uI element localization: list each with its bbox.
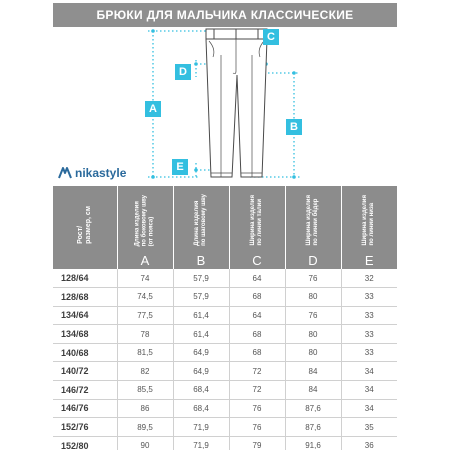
- label-b: B: [286, 119, 302, 135]
- pants-drawing: [0, 27, 450, 185]
- letter-cell-empty: [53, 252, 117, 269]
- table-header-row: [53, 186, 397, 252]
- value-cell: 64,9: [173, 362, 229, 381]
- value-cell: 81,5: [117, 343, 173, 362]
- value-cell: 64,9: [173, 343, 229, 362]
- table-row: [53, 381, 397, 400]
- row-header-label: Рост/ размер, см: [76, 206, 92, 244]
- value-cell: 74,5: [117, 288, 173, 307]
- value-cell: 64: [229, 269, 285, 288]
- value-cell: 57,9: [173, 269, 229, 288]
- value-cell: 34: [341, 381, 397, 400]
- value-cell: 77,5: [117, 306, 173, 325]
- table-letter-row: [53, 252, 397, 269]
- value-cell: 33: [341, 325, 397, 344]
- value-cell: 72: [229, 362, 285, 381]
- value-cell: 61,4: [173, 325, 229, 344]
- value-cell: 71,9: [173, 436, 229, 450]
- brand-name: nikastyle: [75, 166, 127, 180]
- value-cell: 68: [229, 325, 285, 344]
- letter-cell-a: A: [117, 252, 173, 269]
- label-a: A: [145, 101, 161, 117]
- label-e: E: [172, 159, 188, 175]
- value-cell: 76: [285, 306, 341, 325]
- value-cell: 35: [341, 418, 397, 437]
- size-cell: 152/80: [53, 436, 117, 450]
- column-header-d: Ширина изделия по линии бёдер: [285, 186, 341, 252]
- value-cell: 84: [285, 362, 341, 381]
- column-header-a: Длина изделия по боковому шву (от пояса): [117, 186, 173, 252]
- value-cell: 78: [117, 325, 173, 344]
- table-row: [53, 306, 397, 325]
- column-header-e: Ширина изделия по линии низа: [341, 186, 397, 252]
- table-row: [53, 399, 397, 418]
- size-table: [53, 186, 397, 450]
- table-row: [53, 288, 397, 307]
- table-row: [53, 362, 397, 381]
- table-row: [53, 325, 397, 344]
- value-cell: 85,5: [117, 381, 173, 400]
- value-cell: 34: [341, 362, 397, 381]
- value-cell: 57,9: [173, 288, 229, 307]
- label-c: C: [263, 29, 279, 45]
- pants-diagram: [0, 27, 450, 185]
- size-cell: 140/72: [53, 362, 117, 381]
- value-cell: 82: [117, 362, 173, 381]
- column-header-c: Ширина изделия по линии талии: [229, 186, 285, 252]
- size-cell: 146/76: [53, 399, 117, 418]
- value-cell: 34: [341, 399, 397, 418]
- value-cell: 90: [117, 436, 173, 450]
- value-cell: 91,6: [285, 436, 341, 450]
- label-d: D: [175, 64, 191, 80]
- size-cell: 152/76: [53, 418, 117, 437]
- value-cell: 76: [229, 418, 285, 437]
- size-cell: 134/64: [53, 306, 117, 325]
- value-cell: 68,4: [173, 381, 229, 400]
- value-cell: 36: [341, 436, 397, 450]
- value-cell: 71,9: [173, 418, 229, 437]
- value-cell: 87,6: [285, 418, 341, 437]
- value-cell: 33: [341, 343, 397, 362]
- value-cell: 61,4: [173, 306, 229, 325]
- letter-cell-b: B: [173, 252, 229, 269]
- brand-icon: [58, 167, 72, 179]
- size-cell: 140/68: [53, 343, 117, 362]
- value-cell: 86: [117, 399, 173, 418]
- page-title: БРЮКИ ДЛЯ МАЛЬЧИКА КЛАССИЧЕСКИЕ: [53, 3, 397, 27]
- row-header-cell: [53, 186, 117, 252]
- value-cell: 84: [285, 381, 341, 400]
- size-cell: 128/64: [53, 269, 117, 288]
- letter-cell-e: E: [341, 252, 397, 269]
- value-cell: 76: [229, 399, 285, 418]
- size-cell: 146/72: [53, 381, 117, 400]
- value-cell: 68: [229, 343, 285, 362]
- brand-logo: [58, 166, 126, 180]
- value-cell: 33: [341, 288, 397, 307]
- size-cell: 128/68: [53, 288, 117, 307]
- value-cell: 32: [341, 269, 397, 288]
- value-cell: 68: [229, 288, 285, 307]
- value-cell: 79: [229, 436, 285, 450]
- value-cell: 87,6: [285, 399, 341, 418]
- table-row: [53, 343, 397, 362]
- value-cell: 89,5: [117, 418, 173, 437]
- letter-cell-c: C: [229, 252, 285, 269]
- value-cell: 80: [285, 343, 341, 362]
- size-cell: 134/68: [53, 325, 117, 344]
- value-cell: 68,4: [173, 399, 229, 418]
- value-cell: 33: [341, 306, 397, 325]
- letter-cell-d: D: [285, 252, 341, 269]
- table-row: [53, 418, 397, 437]
- value-cell: 80: [285, 325, 341, 344]
- table-row: [53, 436, 397, 450]
- value-cell: 74: [117, 269, 173, 288]
- value-cell: 80: [285, 288, 341, 307]
- value-cell: 72: [229, 381, 285, 400]
- column-header-b: Длина изделия по шаговому шву: [173, 186, 229, 252]
- table-row: [53, 269, 397, 288]
- value-cell: 76: [285, 269, 341, 288]
- value-cell: 64: [229, 306, 285, 325]
- table-body: [53, 269, 397, 450]
- trousers-outline: [206, 29, 267, 177]
